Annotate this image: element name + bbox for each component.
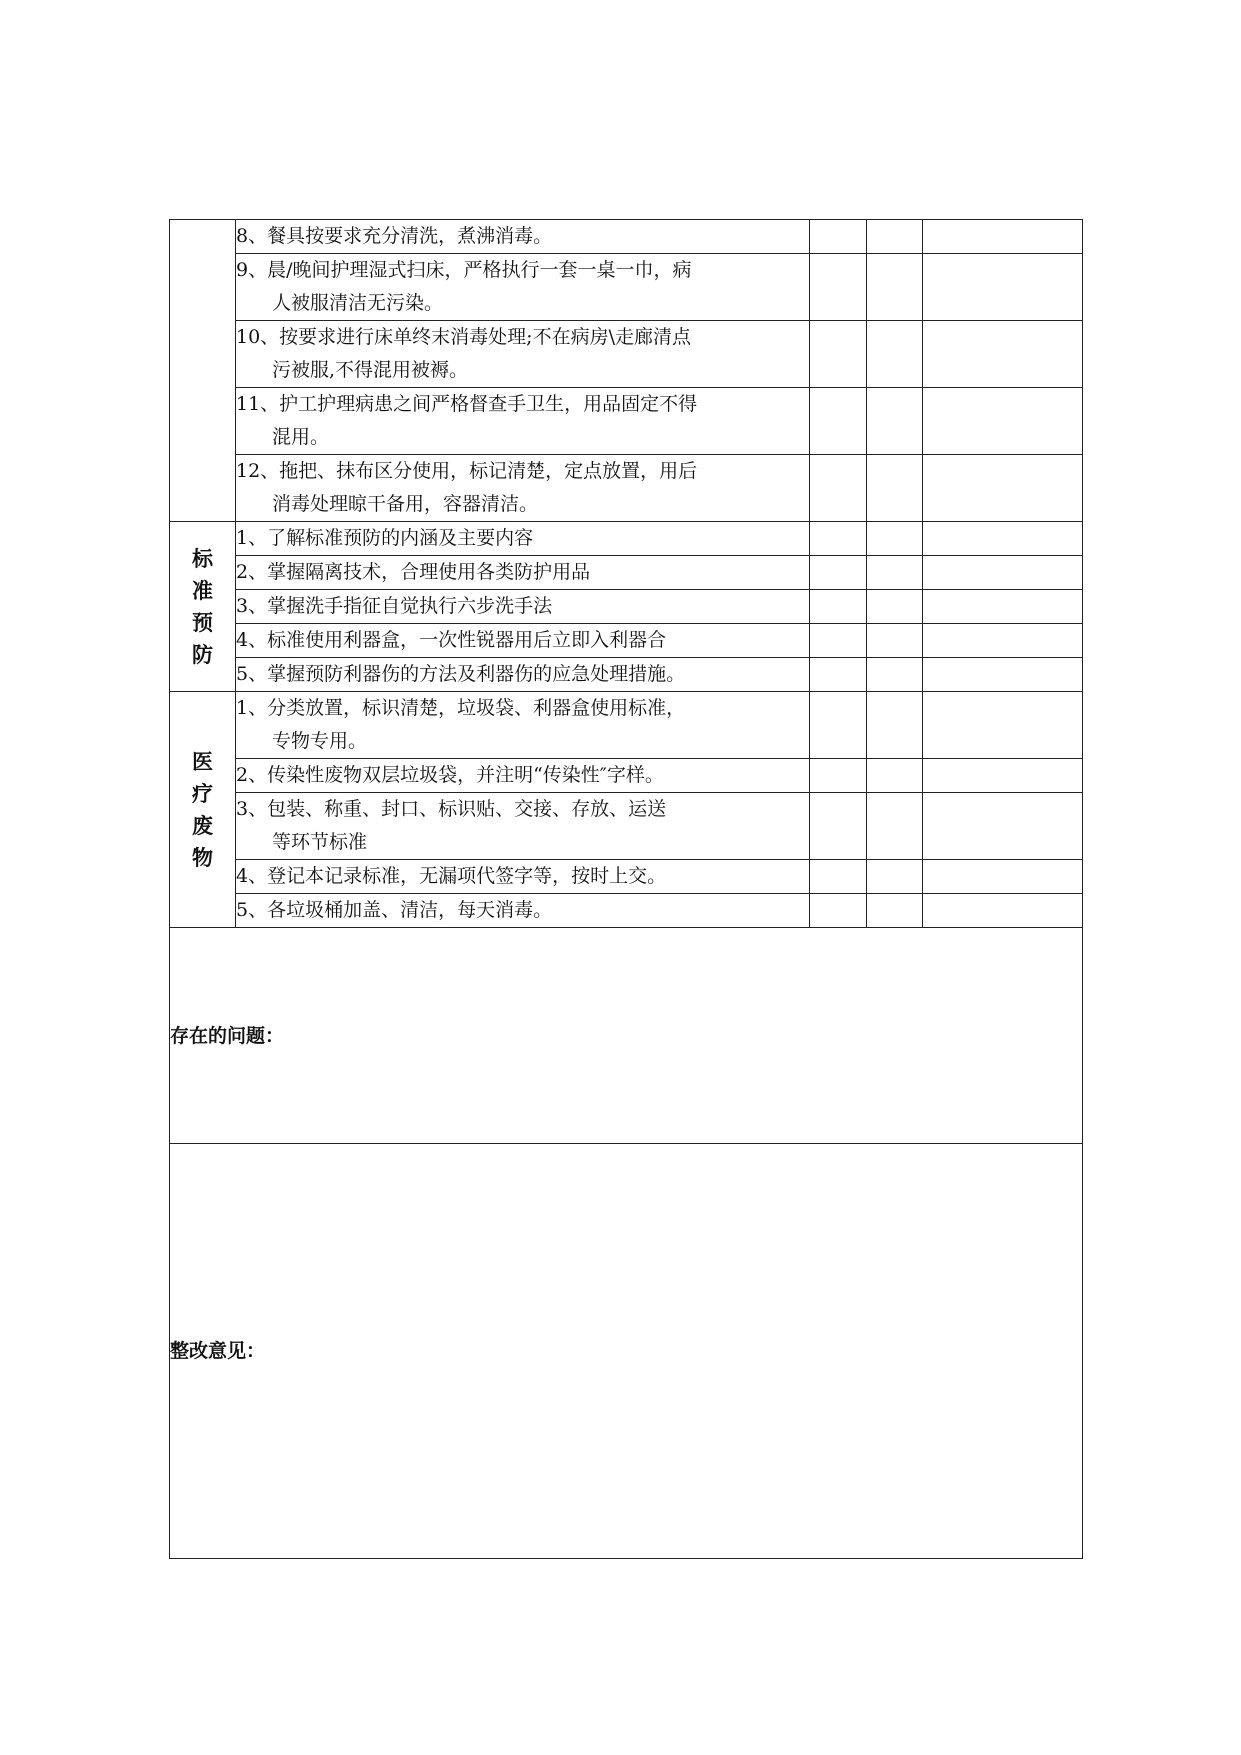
- score-cell[interactable]: [810, 388, 867, 455]
- remark-cell[interactable]: [923, 894, 1083, 928]
- score-cell[interactable]: [867, 590, 923, 624]
- problems-section[interactable]: [170, 928, 1083, 1144]
- score-cell[interactable]: [867, 522, 923, 556]
- remark-cell[interactable]: [923, 455, 1083, 522]
- score-cell[interactable]: [810, 692, 867, 759]
- remark-cell[interactable]: [923, 522, 1083, 556]
- score-cell[interactable]: [810, 860, 867, 894]
- score-cell[interactable]: [810, 590, 867, 624]
- remark-cell[interactable]: [923, 793, 1083, 860]
- rectification-label: 整改意见：: [170, 1340, 266, 1362]
- category-standard-precautions: 标 准 预 防: [170, 522, 236, 692]
- checklist-item: 5、各垃圾桶加盖、清洁，每天消毒。: [236, 894, 810, 928]
- remark-cell[interactable]: [923, 759, 1083, 793]
- remark-cell[interactable]: [923, 692, 1083, 759]
- score-cell[interactable]: [867, 220, 923, 254]
- score-cell[interactable]: [867, 556, 923, 590]
- inspection-table: [169, 219, 1083, 1559]
- score-cell[interactable]: [867, 455, 923, 522]
- checklist-item: 4、登记本记录标准，无漏项代签字等，按时上交。: [236, 860, 810, 894]
- remark-cell[interactable]: [923, 590, 1083, 624]
- checklist-item: 1、了解标准预防的内涵及主要内容: [236, 522, 810, 556]
- rectification-section[interactable]: [170, 1144, 1083, 1559]
- score-cell[interactable]: [810, 220, 867, 254]
- checklist-item: 1、分类放置，标识清楚，垃圾袋、利器盒使用标准， 专物专用。: [236, 692, 810, 759]
- checklist-item: 5、掌握预防利器伤的方法及利器伤的应急处理措施。: [236, 658, 810, 692]
- checklist-item: 9、晨/晚间护理湿式扫床，严格执行一套一桌一巾，病 人被服清洁无污染。: [236, 254, 810, 321]
- score-cell[interactable]: [810, 624, 867, 658]
- checklist-item: 3、掌握洗手指征自觉执行六步洗手法: [236, 590, 810, 624]
- category-cell-continued: [170, 220, 236, 522]
- score-cell[interactable]: [867, 793, 923, 860]
- score-cell[interactable]: [810, 522, 867, 556]
- score-cell[interactable]: [867, 658, 923, 692]
- checklist-item: 8、餐具按要求充分清洗，煮沸消毒。: [236, 220, 810, 254]
- score-cell[interactable]: [867, 321, 923, 388]
- score-cell[interactable]: [810, 658, 867, 692]
- category-medical-waste: 医 疗 废 物: [170, 692, 236, 928]
- checklist-item: 2、传染性废物双层垃圾袋，并注明“传染性″字样。: [236, 759, 810, 793]
- remark-cell[interactable]: [923, 556, 1083, 590]
- score-cell[interactable]: [810, 793, 867, 860]
- remark-cell[interactable]: [923, 658, 1083, 692]
- score-cell[interactable]: [867, 860, 923, 894]
- checklist-item: 11、护工护理病患之间严格督查手卫生，用品固定不得 混用。: [236, 388, 810, 455]
- score-cell[interactable]: [867, 894, 923, 928]
- checklist-item: 10、按要求进行床单终末消毒处理;不在病房\走廊清点 污被服,不得混用被褥。: [236, 321, 810, 388]
- remark-cell[interactable]: [923, 624, 1083, 658]
- score-cell[interactable]: [867, 692, 923, 759]
- score-cell[interactable]: [867, 388, 923, 455]
- remark-cell[interactable]: [923, 220, 1083, 254]
- problems-label: 存在的问题：: [170, 1024, 285, 1047]
- checklist-item: 12、拖把、抹布区分使用，标记清楚，定点放置，用后 消毒处理晾干备用，容器清洁。: [236, 455, 810, 522]
- checklist-item: 4、标准使用利器盒，一次性锐器用后立即入利器合: [236, 624, 810, 658]
- score-cell[interactable]: [867, 759, 923, 793]
- remark-cell[interactable]: [923, 254, 1083, 321]
- remark-cell[interactable]: [923, 860, 1083, 894]
- remark-cell[interactable]: [923, 388, 1083, 455]
- checklist-item: 2、掌握隔离技术，合理使用各类防护用品: [236, 556, 810, 590]
- score-cell[interactable]: [810, 759, 867, 793]
- score-cell[interactable]: [810, 556, 867, 590]
- score-cell[interactable]: [810, 455, 867, 522]
- score-cell[interactable]: [867, 624, 923, 658]
- score-cell[interactable]: [810, 321, 867, 388]
- remark-cell[interactable]: [923, 321, 1083, 388]
- checklist-item: 3、包装、称重、封口、标识贴、交接、存放、运送 等环节标准: [236, 793, 810, 860]
- score-cell[interactable]: [867, 254, 923, 321]
- score-cell[interactable]: [810, 254, 867, 321]
- score-cell[interactable]: [810, 894, 867, 928]
